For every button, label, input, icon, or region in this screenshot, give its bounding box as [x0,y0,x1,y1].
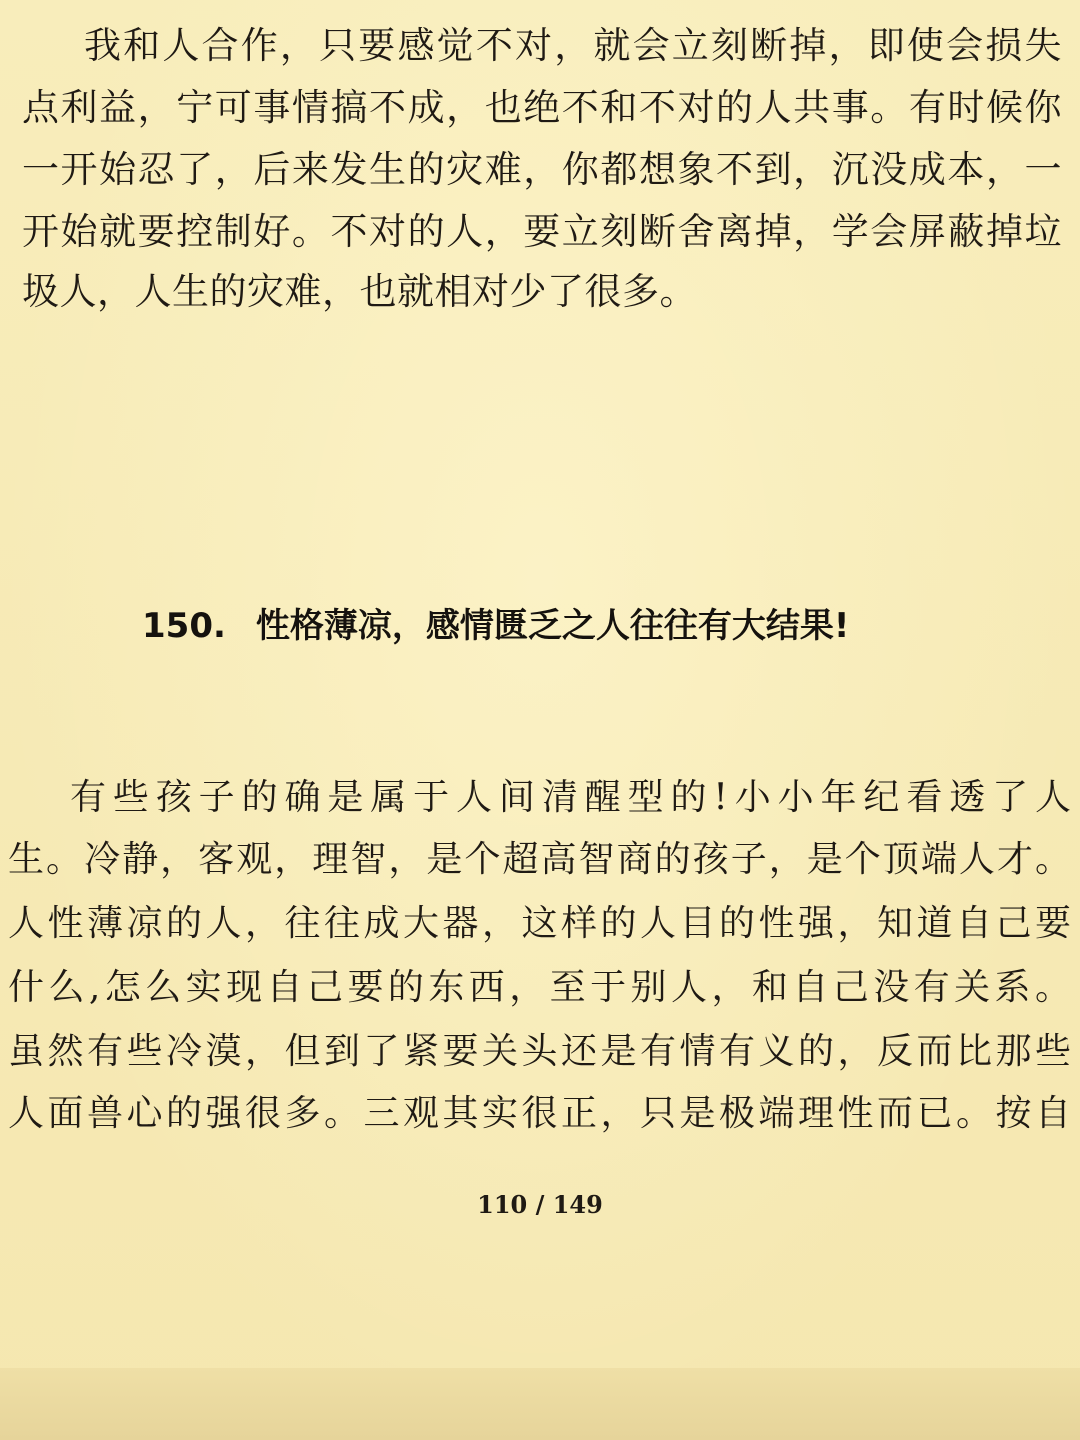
section-heading [142,604,849,648]
paragraph-2-line-3: 人性薄凉的人，往往成大器，这样的人目的性强，知道自己要 [8,903,1072,944]
section-title: 性格薄凉，感情匮乏之人往往有大结果! [255,606,850,646]
section-number: 150. [142,606,226,646]
page-bottom-edge [0,1368,1080,1440]
paragraph-1-line-2: 点利益，宁可事情搞不成，也绝不和不对的人共事。有时候你 [22,86,1062,129]
paragraph-2-line-6: 人面兽心的强很多。三观其实很正，只是极端理性而已。按自 [8,1093,1072,1134]
bleed-through-texture [380,440,414,480]
paragraph-2-line-5: 虽然有些冷漠，但到了紧要关头还是有情有义的，反而比那些 [8,1031,1072,1072]
paragraph-2-line-4: 什么,怎么实现自己要的东西，至于别人，和自己没有关系。 [8,967,1072,1008]
paragraph-1-line-4: 开始就要控制好。不对的人，要立刻断舍离掉，学会屏蔽掉垃 [22,210,1062,253]
paragraph-1-line-5: 圾人，人生的灾难，也就相对少了很多。 [22,270,697,313]
paragraph-1-line-1: 我和人合作，只要感觉不对，就会立刻断掉，即使会损失 [84,24,1062,67]
paragraph-2-line-2: 生。冷静，客观，理智，是个超高智商的孩子，是个顶端人才。 [8,839,1072,880]
page-number: 110 / 149 [477,1190,603,1219]
paragraph-1-line-3: 一开始忍了，后来发生的灾难，你都想象不到，沉没成本，一 [22,148,1062,191]
paragraph-2-line-1: 有些孩子的确是属于人间清醒型的!小小年纪看透了人 [70,777,1072,818]
